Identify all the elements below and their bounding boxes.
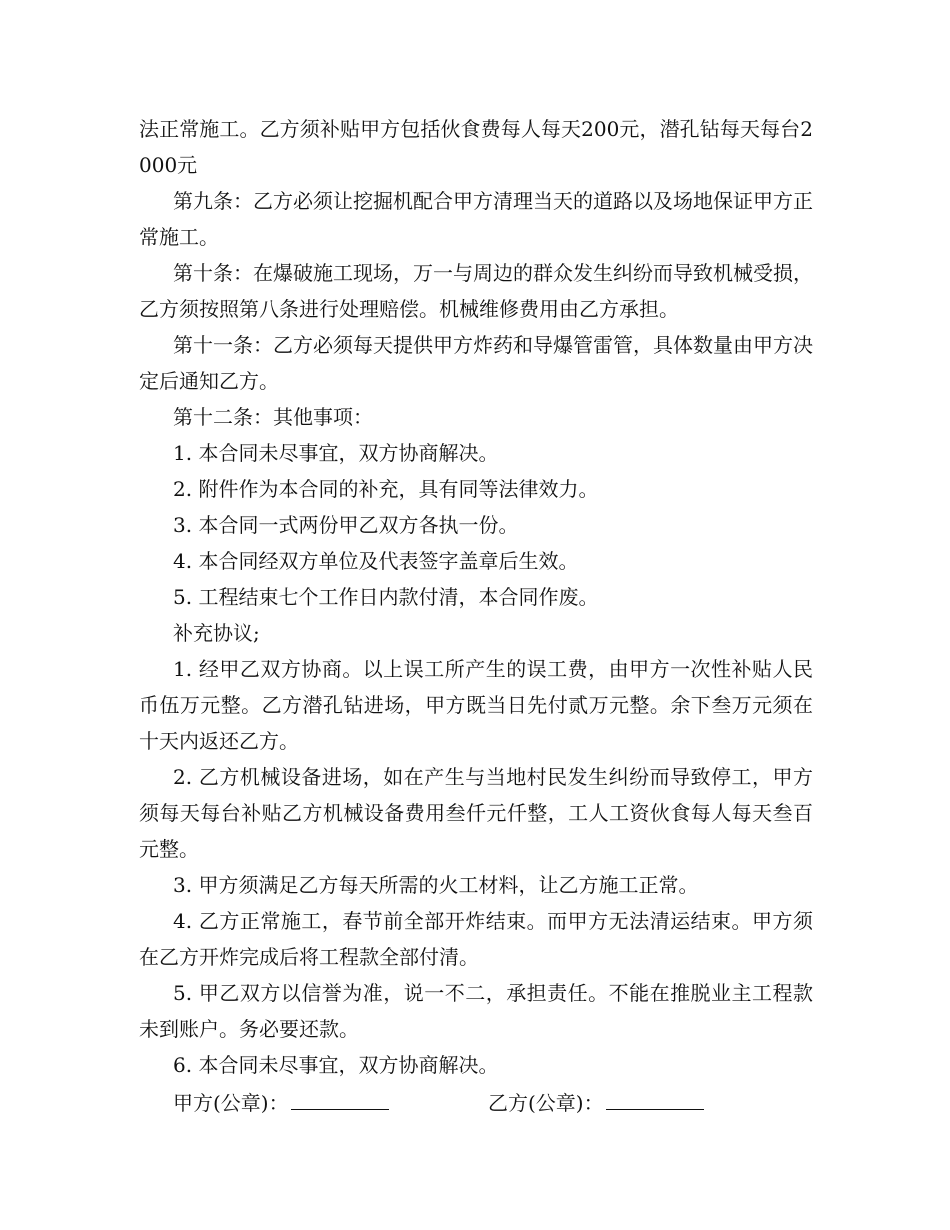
party-b-signature-line (606, 1083, 704, 1110)
document-page (139, 111, 813, 1119)
clause-12-item-5: 5. 工程结束七个工作日内款付清，本合同作废。 (173, 585, 599, 609)
party-b-label: 乙方(公章)： (488, 1091, 604, 1115)
party-a-signature-line (291, 1083, 389, 1110)
supplement-item-1: 1. 经甲乙双方协商。以上误工所产生的误工费，由甲方一次性补贴人民币伍万元整。乙方潜孔钻进场，甲方既当日先付贰万元整。余下叁万元须在十天内返还乙方。 (139, 657, 813, 753)
supplement-item-3: 3. 甲方须满足乙方每天所需的火工材料，让乙方施工正常。 (173, 873, 699, 897)
clause-12-heading: 第十二条：其他事项： (173, 405, 373, 429)
paragraph-continuation: 法正常施工。乙方须补贴甲方包括伙食费每人每天200元，潜孔钻每天每台2000元 (139, 117, 813, 177)
clause-12-item-4: 4. 本合同经双方单位及代表签字盖章后生效。 (173, 549, 579, 573)
clause-12-item-2: 2. 附件作为本合同的补充，具有同等法律效力。 (173, 477, 599, 501)
clause-12-item-1: 1. 本合同未尽事宜，双方协商解决。 (173, 441, 499, 465)
clause-12-item-3: 3. 本合同一式两份甲乙双方各执一份。 (173, 513, 519, 537)
party-a-signature (173, 1083, 389, 1121)
supplement-item-4: 4. 乙方正常施工，春节前全部开炸结束。而甲方无法清运结束。甲方须在乙方开炸完成后将工程款全部付清。 (139, 909, 813, 969)
supplement-heading: 补充协议; (173, 621, 260, 645)
clause-11: 第十一条：乙方必须每天提供甲方炸药和导爆管雷管，具体数量由甲方决定后通知乙方。 (139, 333, 813, 393)
party-b-signature (488, 1083, 704, 1121)
party-a-label: 甲方(公章)： (173, 1091, 289, 1115)
supplement-item-2: 2. 乙方机械设备进场，如在产生与当地村民发生纠纷而导致停工，甲方须每天每台补贴乙方机械设备费用叁仟元仟整，工人工资伙食每人每天叁百元整。 (139, 765, 813, 861)
clause-10: 第十条：在爆破施工现场，万一与周边的群众发生纠纷而导致机械受损，乙方须按照第八条进行处理赔偿。机械维修费用由乙方承担。 (139, 261, 813, 321)
supplement-item-6: 6. 本合同未尽事宜，双方协商解决。 (173, 1053, 499, 1077)
supplement-item-5: 5. 甲乙双方以信誉为准，说一不二，承担责任。不能在推脱业主工程款未到账户。务必要还款。 (139, 981, 813, 1041)
signature-row (139, 1083, 813, 1119)
clause-9: 第九条：乙方必须让挖掘机配合甲方清理当天的道路以及场地保证甲方正常施工。 (139, 189, 813, 249)
